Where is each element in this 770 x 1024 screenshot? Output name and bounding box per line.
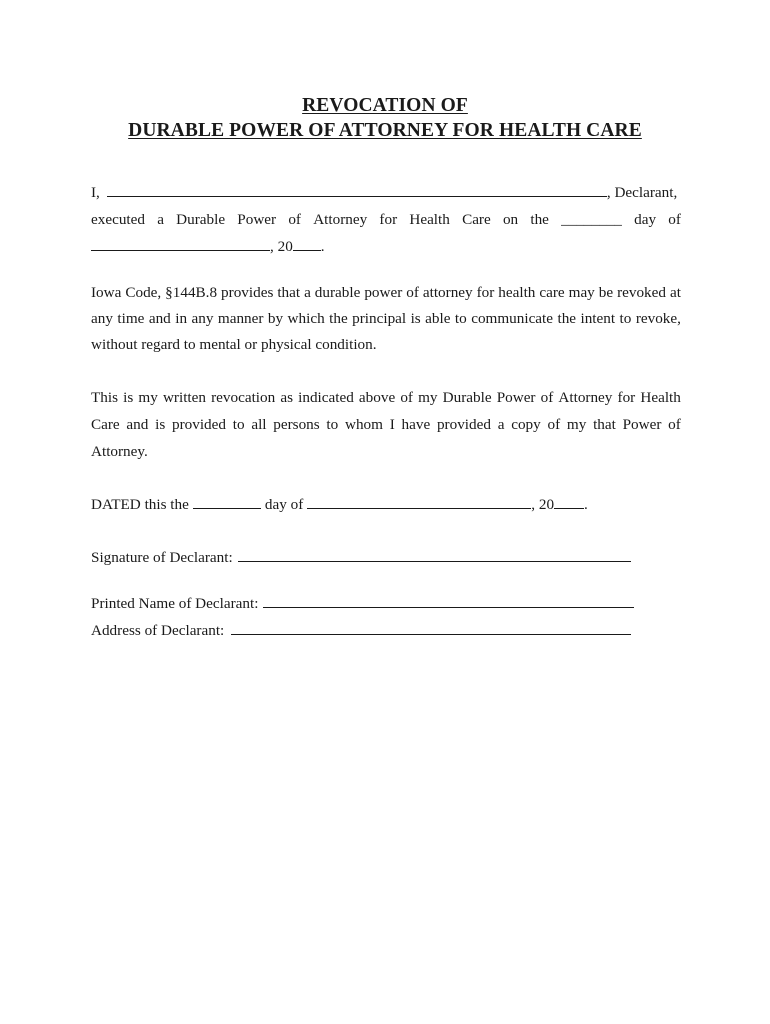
word: of xyxy=(400,389,413,406)
printed-name-line xyxy=(91,594,681,614)
word: Care xyxy=(462,211,491,228)
dated-year-prefix: , 20 xyxy=(531,496,555,513)
word: whom xyxy=(345,416,383,433)
dated-end: . xyxy=(584,496,588,513)
word: the xyxy=(557,310,577,327)
word: persons xyxy=(273,416,320,433)
word: power xyxy=(364,284,403,301)
word: indicated xyxy=(298,389,354,406)
word: This xyxy=(91,389,119,406)
address-line xyxy=(91,621,681,641)
dated-year-field[interactable] xyxy=(554,495,584,509)
word: my xyxy=(566,416,587,433)
word: in xyxy=(175,310,188,327)
executed-date-line xyxy=(91,237,681,257)
word: to xyxy=(232,416,245,433)
word: of xyxy=(406,284,419,301)
word: for xyxy=(379,211,398,228)
word: of xyxy=(668,416,681,433)
signature-label: Signature of Declarant: xyxy=(91,549,233,566)
word: as xyxy=(280,389,293,406)
word: of xyxy=(547,416,561,433)
word: and xyxy=(126,416,149,433)
word: executed xyxy=(91,211,145,228)
word: to xyxy=(619,310,632,327)
revocation-line-2 xyxy=(91,415,681,435)
word: to xyxy=(454,310,467,327)
declarant-suffix: , Declarant, xyxy=(606,184,678,201)
printed-name-label: Printed Name of Declarant: xyxy=(91,595,259,612)
iowa-code-line-3: without regard to mental or physical condition. xyxy=(91,336,377,353)
word: copy xyxy=(511,416,541,433)
word: which xyxy=(287,310,325,327)
executed-year-field[interactable] xyxy=(293,237,321,251)
word: Health xyxy=(640,389,681,406)
signature-line xyxy=(91,548,681,568)
title-line-2: DURABLE POWER OF ATTORNEY FOR HEALTH CARE xyxy=(128,120,642,141)
word: Power xyxy=(496,389,536,406)
word: durable xyxy=(314,284,361,301)
word: Durable xyxy=(442,389,492,406)
iowa-code-line-1 xyxy=(91,283,681,303)
word: Attorney xyxy=(313,211,368,228)
word: of xyxy=(668,211,681,228)
word: intent xyxy=(580,310,616,327)
word: revocation xyxy=(211,389,276,406)
executed-year-prefix: , 20 xyxy=(270,238,293,255)
dated-day-label: day of xyxy=(264,496,304,513)
word: the xyxy=(530,211,549,228)
word: any xyxy=(191,310,214,327)
word: manner xyxy=(217,310,264,327)
address-label: Address of Declarant: xyxy=(91,622,225,639)
word: the xyxy=(329,310,348,327)
word: have xyxy=(401,416,431,433)
word: Health xyxy=(409,211,450,228)
word: is xyxy=(410,310,421,327)
word: a xyxy=(497,416,505,433)
printed-name-field[interactable] xyxy=(263,594,634,608)
word: provides xyxy=(221,284,274,301)
word: my xyxy=(138,389,158,406)
word: my xyxy=(418,389,438,406)
word: revoke, xyxy=(635,310,681,327)
dated-month-field[interactable] xyxy=(307,495,531,509)
word: Care xyxy=(91,416,120,433)
word: Durable xyxy=(176,211,226,228)
word: a xyxy=(157,211,164,228)
word: written xyxy=(162,389,206,406)
word: on xyxy=(502,211,519,228)
title-line-1: REVOCATION OF xyxy=(302,95,468,116)
executed-line xyxy=(91,210,681,230)
word: communicate xyxy=(471,310,554,327)
word: §144B.8 xyxy=(165,284,218,301)
word: to xyxy=(326,416,339,433)
word: time xyxy=(117,310,145,327)
revocation-line-3: Attorney. xyxy=(91,443,148,460)
word: all xyxy=(251,416,267,433)
word: that xyxy=(277,284,301,301)
word: may xyxy=(568,284,595,301)
word: Power xyxy=(237,211,277,228)
word: is xyxy=(123,389,134,406)
word: I xyxy=(389,416,395,433)
word: Attorney xyxy=(558,389,613,406)
word: be xyxy=(598,284,614,301)
revocation-line-1 xyxy=(91,388,681,408)
declarant-name-field[interactable] xyxy=(107,183,607,197)
word: provided xyxy=(436,416,491,433)
word: revoked xyxy=(617,284,666,301)
word: by xyxy=(267,310,284,327)
word: able xyxy=(425,310,451,327)
word: day xyxy=(634,211,657,228)
word: for xyxy=(617,389,636,406)
word: is xyxy=(155,416,166,433)
dated-prefix: DATED this the xyxy=(91,496,189,513)
word: Power xyxy=(622,416,662,433)
dated-day-field[interactable] xyxy=(193,495,261,509)
word: care xyxy=(539,284,565,301)
word: that xyxy=(593,416,616,433)
word: attorney xyxy=(422,284,473,301)
dated-line xyxy=(91,495,681,515)
word: Iowa xyxy=(91,284,122,301)
word: of xyxy=(288,211,301,228)
address-field[interactable] xyxy=(231,621,631,635)
word: of xyxy=(540,389,554,406)
word: principal xyxy=(352,310,407,327)
word: ________ xyxy=(561,211,622,228)
word: at xyxy=(669,284,681,301)
word: provided xyxy=(172,416,226,433)
iowa-code-line-2 xyxy=(91,309,681,329)
declarant-prefix: I, xyxy=(91,184,100,201)
word: for xyxy=(476,284,495,301)
signature-field[interactable] xyxy=(238,548,631,562)
word: and xyxy=(148,310,171,327)
word: any xyxy=(91,310,113,327)
word: a xyxy=(304,284,311,301)
declarant-name-line xyxy=(91,183,681,203)
word: above xyxy=(358,389,396,406)
executed-line-end: . xyxy=(320,238,325,255)
word: health xyxy=(498,284,536,301)
word: Code, xyxy=(125,284,162,301)
executed-month-field[interactable] xyxy=(91,237,270,251)
